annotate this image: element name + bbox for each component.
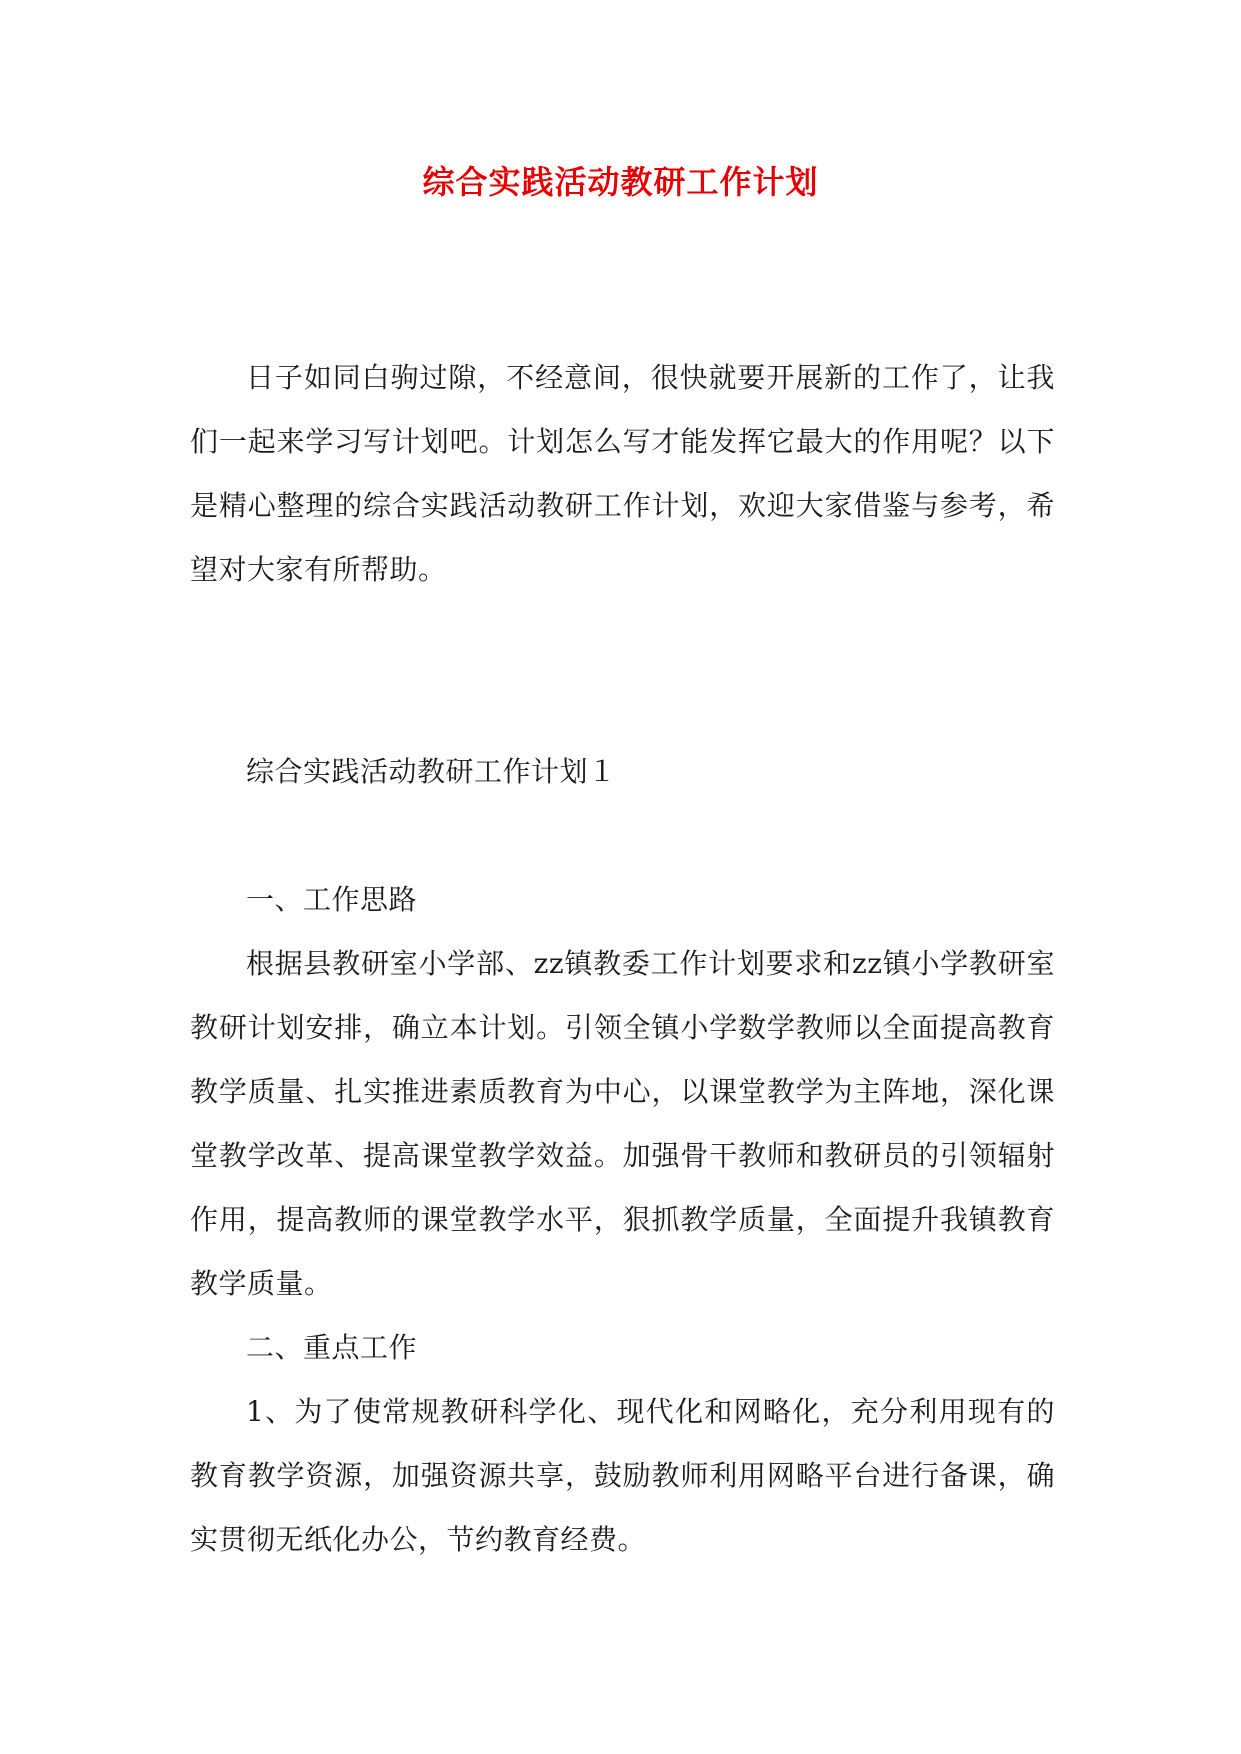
work-approach-paragraph: 根据县教研室小学部、zz镇教委工作计划要求和zz镇小学教研室教研计划安排，确立本计划。引领全镇小学数学教师以全面提高教育教学质量、扎实推进素质教育为中心，以课堂教学为主阵地，深化课堂教学改革、提高课堂教学效益。加强骨干教师和教研员的引领辐射作用，提高教师的课堂教学水平，狠抓教学质量，全面提升我镇教育教学质量。 — [190, 947, 1055, 1300]
heading-work-approach: 一、工作思路 — [246, 883, 418, 916]
key-work-paragraph-1: 1、为了使常规教研科学化、现代化和网略化，充分利用现有的教育教学资源，加强资源共享，鼓励教师利用网略平台进行备课，确实贯彻无纸化办公，节约教育经费。 — [190, 1395, 1055, 1556]
intro-paragraph: 日子如同白驹过隙，不经意间，很快就要开展新的工作了，让我们一起来学习写计划吧。计划怎么写才能发挥它最大的作用呢？以下是精心整理的综合实践活动教研工作计划，欢迎大家借鉴与参考，希望对大家有所帮助。 — [190, 361, 1055, 586]
heading-key-work: 二、重点工作 — [246, 1331, 418, 1364]
section-title: 综合实践活动教研工作计划１ — [246, 755, 617, 788]
document-title: 综合实践活动教研工作计划 — [422, 163, 819, 201]
